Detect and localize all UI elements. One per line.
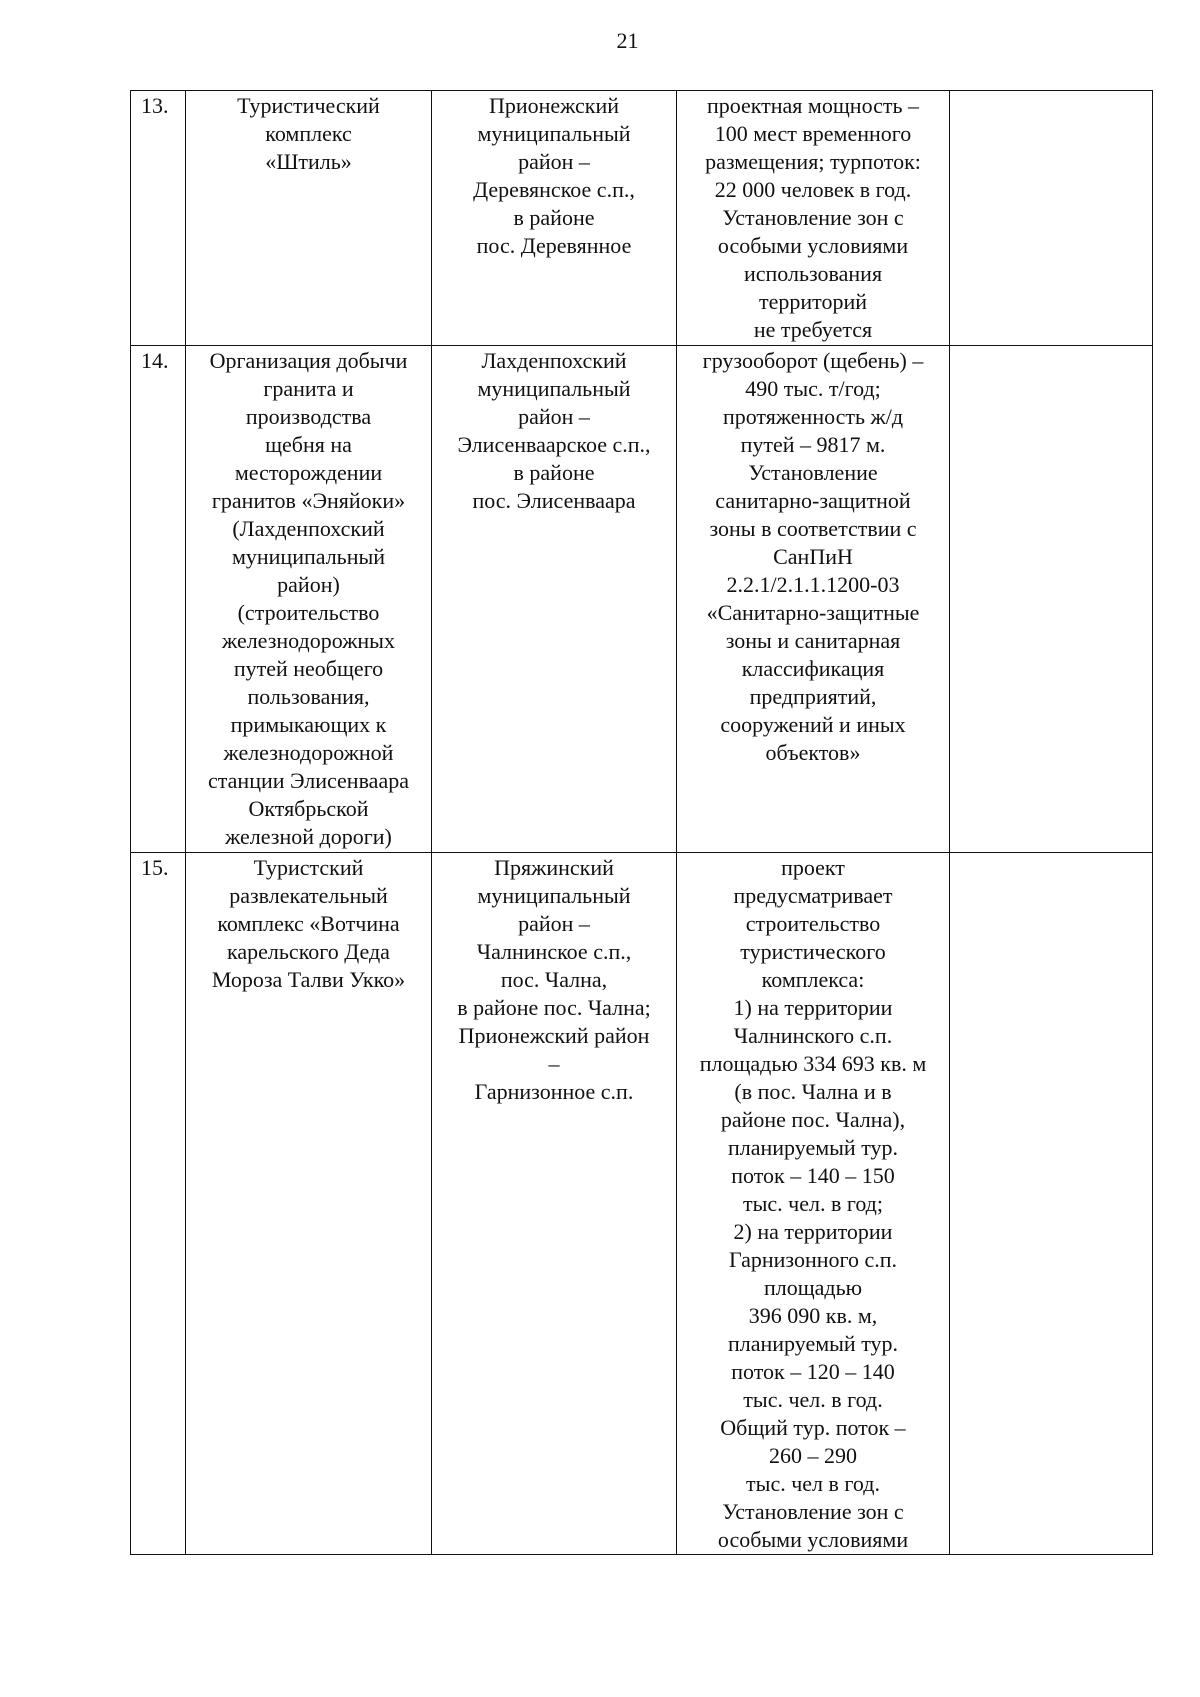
object-name: Организация добычи гранита и производства щебня на месторождении гранитов «Эняйоки» (Лахденпохский муниципальный район) (строительство железнодорожных путей необщего пользования, примыкающих к железнодорожной станции Элисенваара Октябрьской железной дороги): [208, 348, 409, 849]
page-number: 21: [616, 28, 639, 53]
description-cell: [677, 853, 950, 1555]
object-name: Туристский развлекательный комплекс «Вотчина карельского Деда Мороза Талви Укко»: [211, 855, 406, 992]
notes-cell: [950, 91, 1153, 346]
row-number-cell: [131, 853, 186, 1555]
notes-cell: [950, 853, 1153, 1555]
description-cell: [677, 91, 950, 346]
row-number-cell: [131, 346, 186, 853]
location-cell: [432, 91, 677, 346]
row-number-cell: [131, 91, 186, 346]
description: проект предусматривает строительство туристического комплекса: 1) на территории Чалнинского с.п. площадью 334 693 кв. м (в пос. Чална и в районе пос. Чална), планируемый тур. поток – 140 – 150 тыс. чел. в год; 2) на территории Гарнизонного с.п. площадью 396 090 кв. м, планируемый тур. поток – 120 – 140 тыс. чел. в год. Общий тур. поток – 260 – 290 тыс. чел в год. Установление зон с особыми условиями: [699, 855, 927, 1552]
notes-cell: [950, 346, 1153, 853]
location-cell: [432, 346, 677, 853]
location: Прионежский муниципальный район – Деревянское с.п., в районе пос. Деревянное: [473, 93, 635, 258]
location: Пряжинский муниципальный район – Чалнинское с.п., пос. Чална, в районе пос. Чална; Прионежский район – Гарнизонное с.п.: [457, 855, 651, 1104]
table-row: [131, 91, 1153, 346]
row-number: 13.: [141, 93, 169, 118]
table-row: [131, 853, 1153, 1555]
object-name-cell: [186, 853, 432, 1555]
object-name: Туристический комплекс «Штиль»: [237, 93, 380, 174]
row-number: 14.: [141, 348, 169, 373]
object-name-cell: [186, 346, 432, 853]
projects-table: [130, 90, 1153, 1555]
description: грузооборот (щебень) – 490 тыс. т/год; протяженность ж/д путей – 9817 м. Установление санитарно-защитной зоны в соответствии с СанПиН 2.2.1/2.1.1.1200-03 «Санитарно-защитные зоны и санитарная классификация предприятий, сооружений и иных объектов»: [702, 348, 924, 765]
location-cell: [432, 853, 677, 1555]
object-name-cell: [186, 91, 432, 346]
description-cell: [677, 346, 950, 853]
location: Лахденпохский муниципальный район – Элисенваарское с.п., в районе пос. Элисенваара: [457, 348, 651, 513]
table-row: [131, 346, 1153, 853]
description: проектная мощность – 100 мест временного размещения; турпоток: 22 000 человек в год. Установление зон с особыми условиями использования территорий не требуется: [705, 93, 921, 342]
row-number: 15.: [141, 855, 169, 880]
